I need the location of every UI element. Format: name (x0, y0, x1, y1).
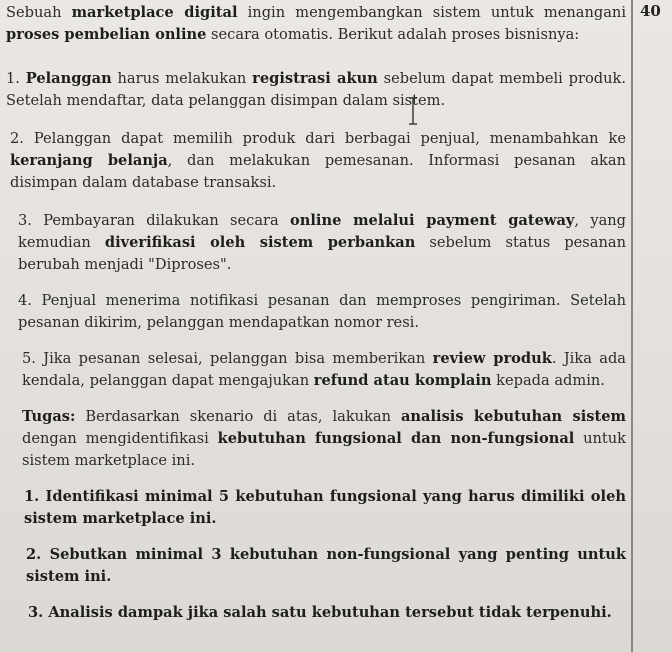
text-cursor-icon (408, 96, 418, 126)
process-step-2: 2. Pelanggan dapat memilih produk dari berbagai penjual, menambahkan ke keranjang belanja, dan melakukan pemesanan. Informasi pesanan akan disimpan dalam database transaksi. (10, 130, 626, 191)
question-1: 1. Identifikasi minimal 5 kebutuhan fungsional yang harus dimiliki oleh sistem marketplace ini. (24, 488, 626, 527)
process-step-3: 3. Pembayaran dilakukan secara online melalui payment gateway, yang kemudian diverifikasi oleh sistem perbankan sebelum status pesanan berubah menjadi "Diproses". (18, 212, 627, 273)
page-number: 40 (640, 2, 661, 20)
question-2: 2. Sebutkan minimal 3 kebutuhan non-fungsional yang penting untuk sistem ini. (26, 546, 626, 585)
process-step-5: 5. Jika pesanan selesai, pelanggan bisa memberikan review produk. Jika ada kendala, pelanggan dapat mengajukan refund atau komplain kepada admin. (22, 350, 626, 389)
task-paragraph: Tugas: Berdasarkan skenario di atas, lakukan analisis kebutuhan sistem dengan mengidentifikasi kebutuhan fungsional dan non-fungsional untuk sistem marketplace ini. (22, 408, 626, 469)
intro-paragraph: Sebuah marketplace digital ingin mengembangkan sistem untuk menangani proses pembelian online secara otomatis. Berikut adalah proses bisnisnya: (6, 4, 626, 43)
process-step-1: 1. Pelanggan harus melakukan registrasi akun sebelum dapat membeli produk. Setelah mendaftar, data pelanggan disimpan dalam sistem. (6, 70, 626, 109)
process-step-4: 4. Penjual menerima notifikasi pesanan dan memproses pengiriman. Setelah pesanan dikirim, pelanggan mendapatkan nomor resi. (18, 292, 626, 331)
margin-divider (631, 0, 633, 652)
document-content (6, 0, 626, 624)
question-3: 3. Analisis dampak jika salah satu kebutuhan tersebut tidak terpenuhi. (28, 604, 612, 621)
